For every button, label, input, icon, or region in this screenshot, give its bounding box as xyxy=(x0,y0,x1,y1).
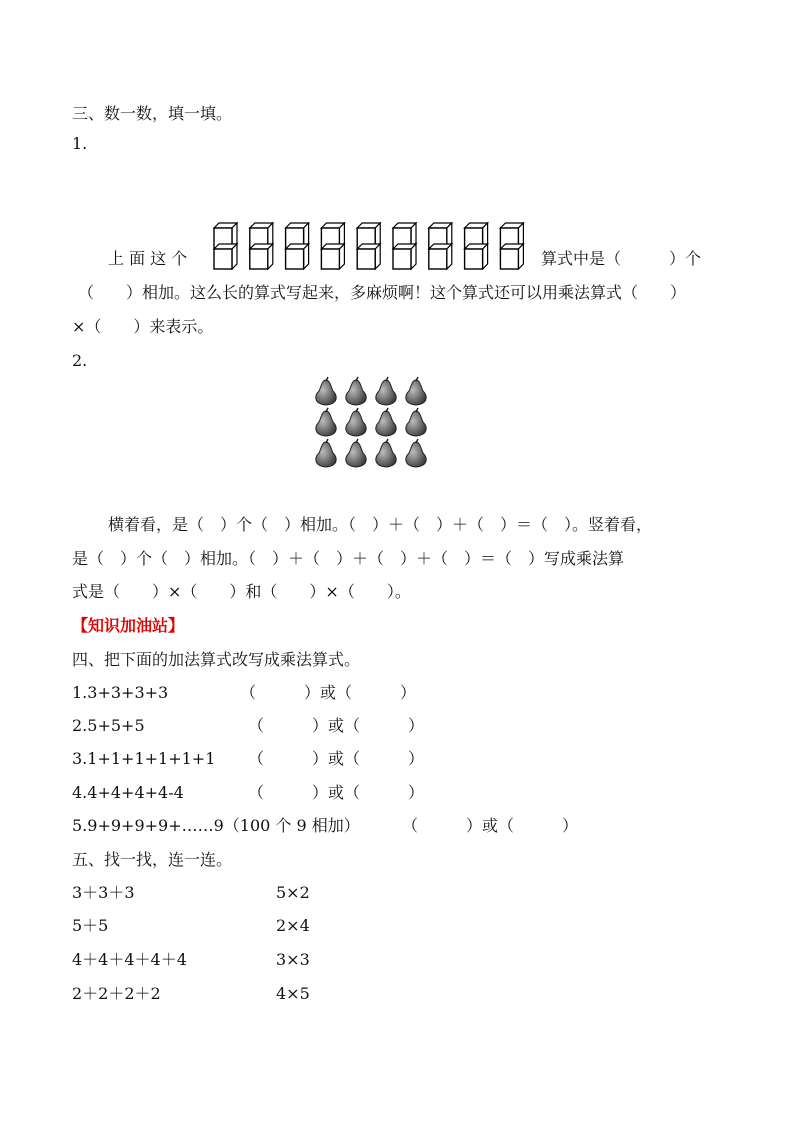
pear-icon xyxy=(406,408,426,436)
knowledge-banner: 【知识加油站】 xyxy=(72,616,185,635)
pear-icon xyxy=(346,377,366,405)
cube-stack xyxy=(500,223,523,269)
pear-grid-image xyxy=(312,374,430,468)
pear-icon xyxy=(376,377,396,405)
pear-icon xyxy=(406,439,426,467)
s5-left-4: 2＋2＋2＋2 xyxy=(72,984,161,1003)
pear-icon xyxy=(316,408,336,436)
q2-line-1: 横着看，是（ ）个（ ）相加。（ ）＋（ ）＋（ ）＝（ ）。竖着看， xyxy=(108,515,653,534)
q2-line-2: 是（ ）个（ ）相加。（ ）＋（ ）＋（ ）＋（ ）＝（ ）写成乘法算 xyxy=(72,549,625,568)
q2-line-3: 式是（ ）×（ ）和（ ）×（ ）。 xyxy=(72,582,411,601)
cube-stacks-image xyxy=(213,222,533,270)
pear-icon xyxy=(316,439,336,467)
cube-stack xyxy=(321,223,344,269)
s4-item-1-blank: （ ）或（ ） xyxy=(240,683,417,702)
s5-right-2: 2×4 xyxy=(276,916,310,935)
q1-after-text: 算式中是（ ）个 xyxy=(541,249,702,268)
question-2-number: 2. xyxy=(72,351,88,370)
pear-icon xyxy=(316,377,336,405)
s4-item-2-expr: 2.5+5+5 xyxy=(72,716,145,735)
cube-stack xyxy=(357,223,380,269)
s5-right-3: 3×3 xyxy=(276,950,310,969)
s5-right-4: 4×5 xyxy=(276,984,310,1003)
section-3-title: 三、数一数，填一填。 xyxy=(72,104,233,123)
s5-right-1: 5×2 xyxy=(276,883,310,902)
pear-icon xyxy=(376,408,396,436)
cube-stack xyxy=(250,223,273,269)
s4-item-1-expr: 1.3+3+3+3 xyxy=(72,683,169,702)
question-1-number: 1. xyxy=(72,134,88,153)
cube-stack xyxy=(465,223,488,269)
s4-item-4-blank: （ ）或（ ） xyxy=(248,783,425,802)
s4-item-5-blank: （ ）或（ ） xyxy=(402,816,579,835)
section-5-title: 五、找一找，连一连。 xyxy=(72,850,233,869)
s4-item-3-blank: （ ）或（ ） xyxy=(248,749,425,768)
cube-stack xyxy=(214,223,237,269)
q1-line-2: （ ）相加。这么长的算式写起来，多麻烦啊！这个算式还可以用乘法算式（ ） xyxy=(78,283,687,302)
cube-stack xyxy=(393,223,416,269)
s4-item-2-blank: （ ）或（ ） xyxy=(248,716,425,735)
s4-item-3-expr: 3.1+1+1+1+1+1 xyxy=(72,749,216,768)
pear-icon xyxy=(346,439,366,467)
cube-stack xyxy=(286,223,309,269)
s5-left-2: 5＋5 xyxy=(72,916,109,935)
q1-line-3: ×（ ）来表示。 xyxy=(72,317,214,336)
s5-left-3: 4＋4＋4＋4＋4 xyxy=(72,950,187,969)
s5-left-1: 3＋3＋3 xyxy=(72,883,135,902)
pear-icon xyxy=(406,377,426,405)
pear-icon xyxy=(346,408,366,436)
q1-prefix: 上 面 这 个 xyxy=(108,249,188,268)
section-4-title: 四、把下面的加法算式改写成乘法算式。 xyxy=(72,650,361,669)
s4-item-5-expr: 5.9+9+9+9+……9（100 个 9 相加） xyxy=(72,816,360,835)
s4-item-4-expr: 4.4+4+4+4-4 xyxy=(72,783,184,802)
pear-icon xyxy=(376,439,396,467)
cube-stack xyxy=(429,223,452,269)
